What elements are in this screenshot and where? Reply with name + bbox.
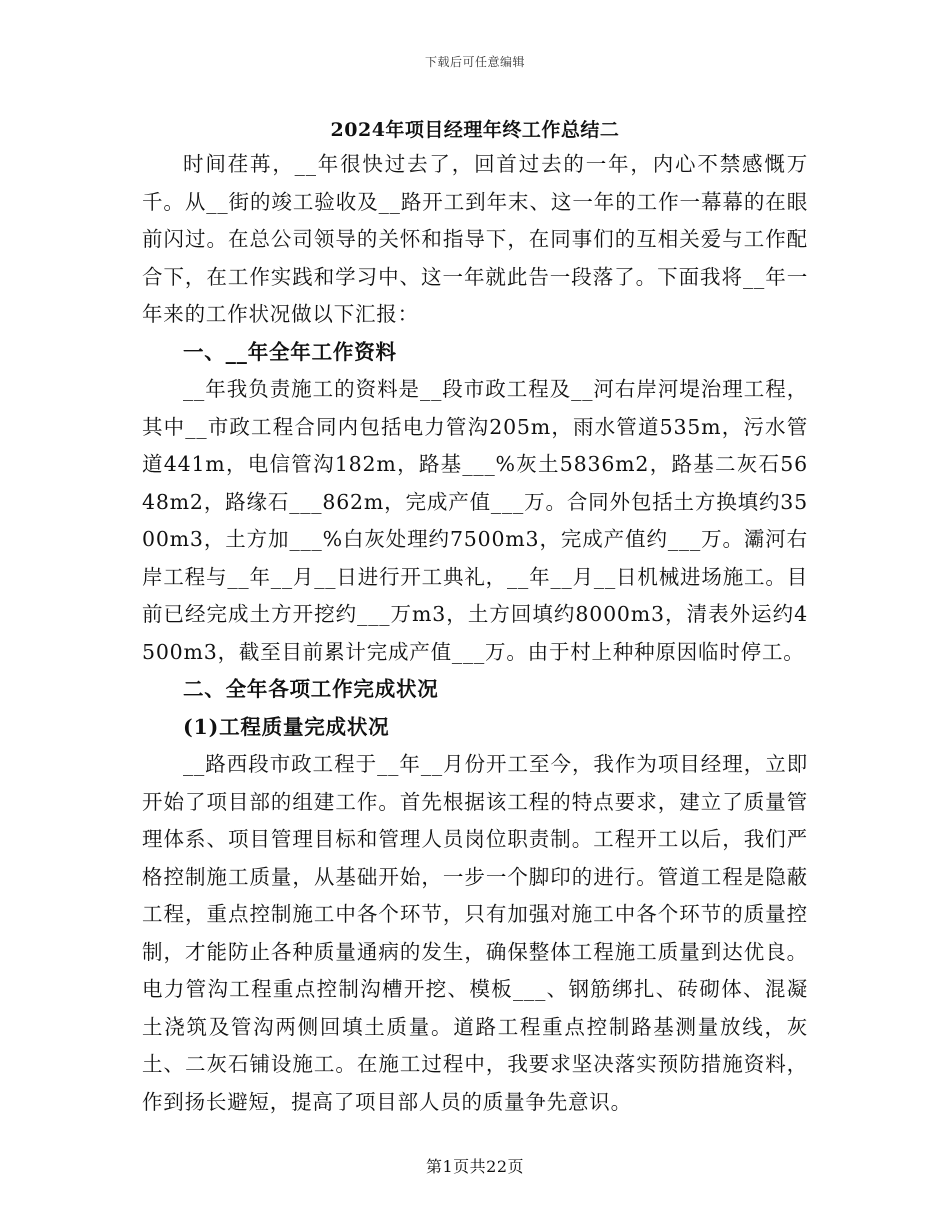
section-heading-1: 一、__年全年工作资料 [183, 339, 397, 364]
subsection-1-paragraph: __路西段市政工程于__年__月份开工至今，我作为项目经理，立即开始了项目部的组建工作。首先根据该工程的特点要求，建立了质量管理体系、项目管理目标和管理人员岗位职责制。工程开工以后，我们严格控制施工质量，从基础开始，一步一个脚印的进行。管道工程是隐蔽工程，重点控制施工中各个环节，只有加强对施工中各个环节的质量控制，才能防止各种质量通病的发生，确保整体工程施工质量到达优良。电力管沟工程重点控制沟槽开挖、模板___、钢筋绑扎、砖砌体、混凝土浇筑及管沟两侧回填土质量。道路工程重点控制路基测量放线，灰土、二灰石铺设施工。在施工过程中，我要求坚决落实预防措施资料，作到扬长避短，提高了项目部人员的质量争先意识。 [142, 752, 808, 1114]
page-header-note: 下载后可任意编辑 [424, 55, 525, 69]
page-number: 第1页共22页 [425, 1157, 525, 1176]
document-body [142, 146, 808, 1121]
section-heading-2: 二、全年各项工作完成状况 [183, 677, 439, 701]
subsection-heading-1: (1)工程质量完成状况 [183, 714, 390, 739]
section-1-paragraph: __年我负责施工的资料是__段市政工程及__河右岸河堤治理工程，其中__市政工程合同内包括电力管沟205m，雨水管道535m，污水管道441m，电信管沟182m，路基___%灰土5836m2，路基二灰石5648m2，路缘石___862m，完成产值___万。合同外包括土方换填约3500m3，土方加___%白灰处理约7500m3，完成产值约___万。灞河右岸工程与__年__月__日进行开工典礼，__年__月__日机械进场施工。目前已经完成土方开挖约___万m3，土方回填约8000m3，清表外运约4500m3，截至目前累计完成产值___万。由于村上种种原因临时停工。 [142, 377, 808, 664]
document-title: 2024年项目经理年终工作总结二 [330, 119, 620, 141]
intro-paragraph: 时间荏苒，__年很快过去了，回首过去的一年，内心不禁感慨万千。从__街的竣工验收及__路开工到年末、这一年的工作一幕幕的在眼前闪过。在总公司领导的关怀和指导下，在同事们的互相关爱与工作配合下，在工作实践和学习中、这一年就此告一段落了。下面我将__年一年来的工作状况做以下汇报： [142, 152, 808, 326]
